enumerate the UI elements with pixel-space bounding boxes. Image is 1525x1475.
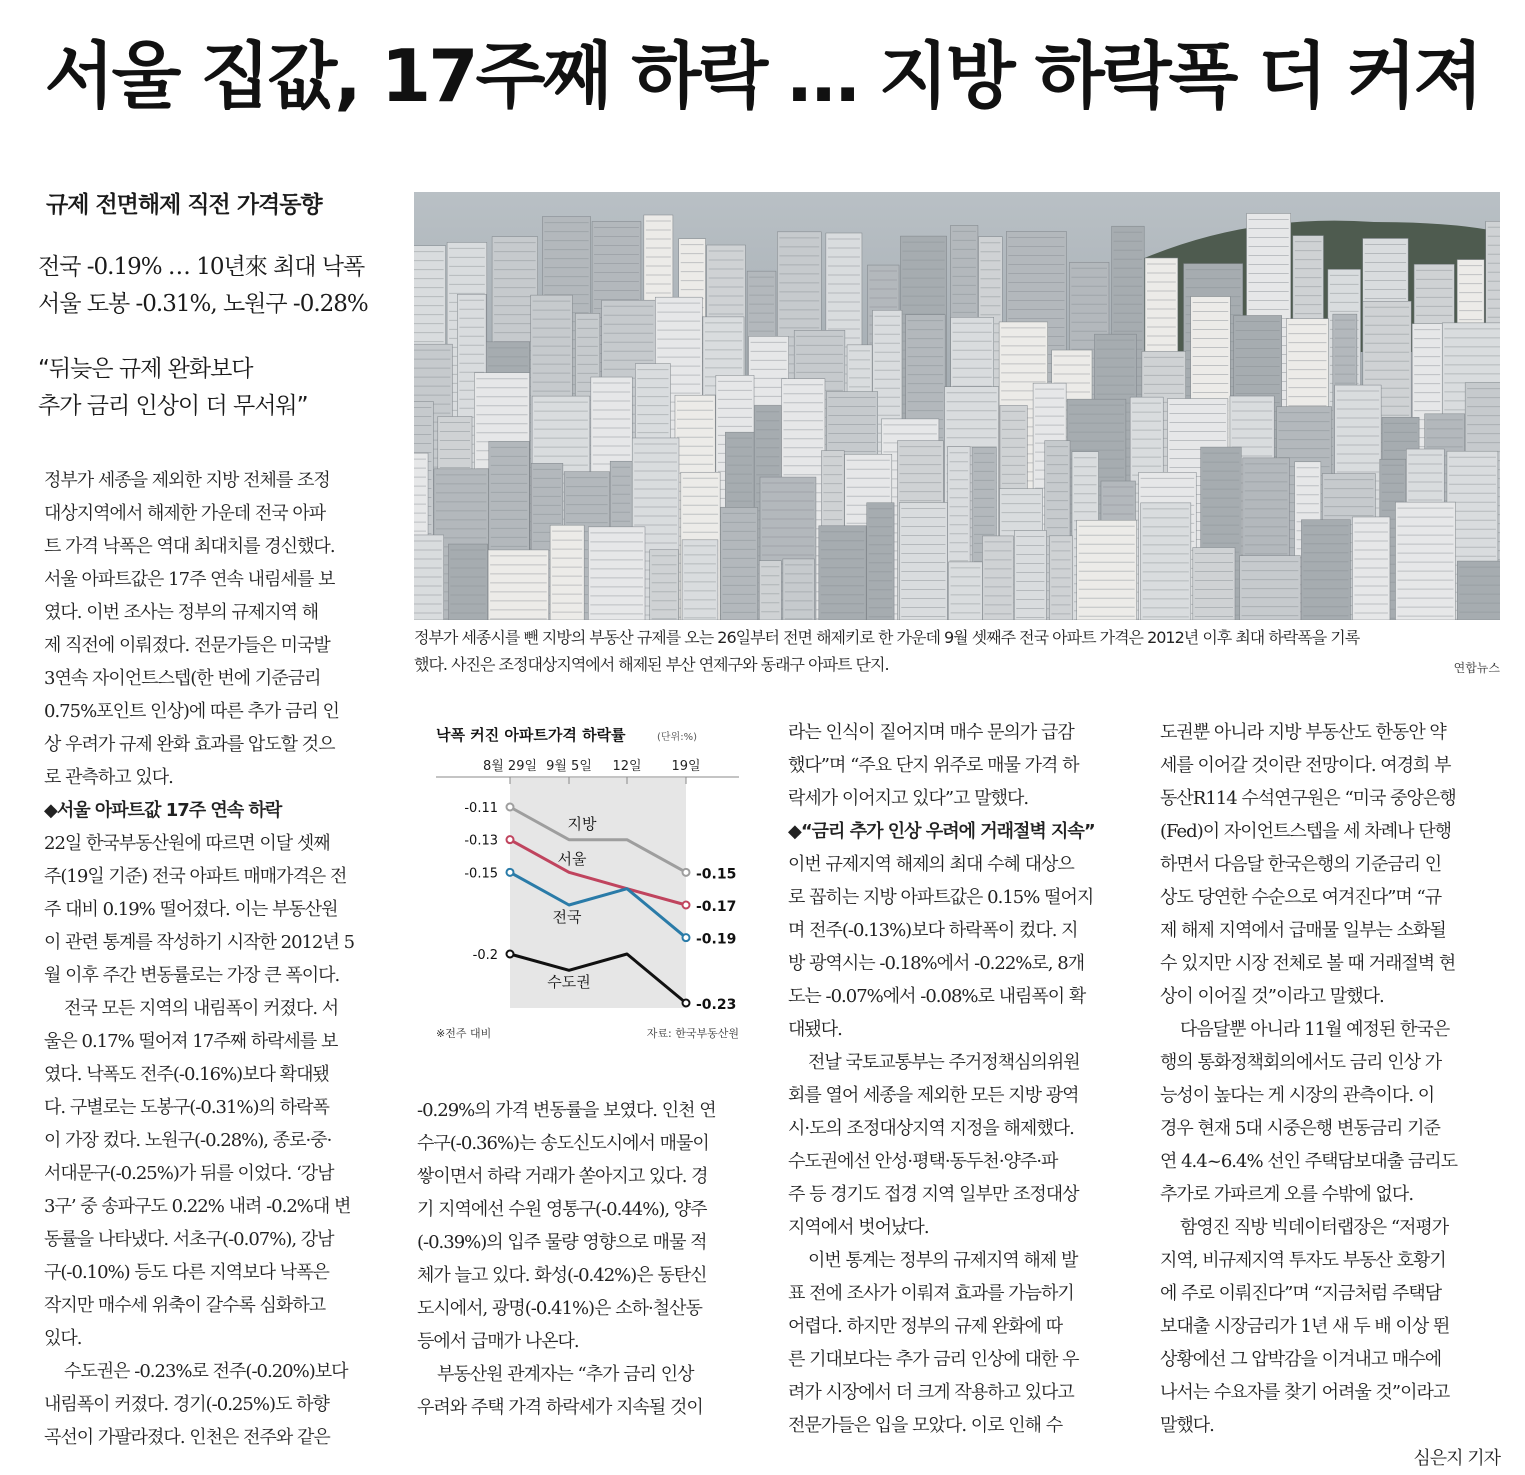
article-line: 동률을 나타냈다. 서초구(-0.07%), 강남 <box>44 1229 334 1250</box>
chart-note: ※전주 대비 <box>436 1027 492 1040</box>
article-line: 방 광역시는 -0.18%에서 -0.22%로, 8개 <box>788 953 1085 974</box>
byline: 심은지 기자 <box>1413 1448 1500 1469</box>
building-shape <box>682 540 718 620</box>
building-shape <box>899 502 947 620</box>
building-shape <box>759 561 781 620</box>
quote-line: “뒤늦은 규제 완화보다 <box>38 356 253 382</box>
building-shape <box>1014 530 1046 620</box>
article-line: 말했다. <box>1160 1415 1214 1436</box>
article-line: 연 4.4~6.4% 선인 주택담보대출 금리도 <box>1160 1151 1457 1172</box>
photo-caption <box>414 624 1500 678</box>
article-line: 3구’ 중 송파구도 0.22% 내려 -0.2%대 변 <box>44 1196 351 1217</box>
article-line: 대상지역에서 해제한 가운데 전국 아파 <box>44 503 326 524</box>
article-line: 주 대비 0.19% 떨어졌다. 이는 부동산원 <box>44 899 338 920</box>
article-line: 이번 통계는 정부의 규제지역 해제 발 <box>808 1250 1078 1271</box>
article-line: 며 전주(-0.13%)보다 하락폭이 컸다. 지 <box>788 920 1078 941</box>
article-line: 행의 통화정책회의에서도 금리 인상 가 <box>1160 1052 1442 1073</box>
article-line: 곡선이 가팔라졌다. 인천은 전주와 같은 <box>44 1427 330 1448</box>
article-line: 쌓이면서 하락 거래가 쏟아지고 있다. 경 <box>417 1166 708 1187</box>
start-value-label: -0.15 <box>464 866 498 882</box>
article-line: 다. 구별로는 도봉구(-0.31%)의 하락폭 <box>44 1097 329 1118</box>
start-value-label: -0.13 <box>464 833 498 849</box>
section-subhead: ◆서울 아파트값 17주 연속 하락 <box>44 800 282 821</box>
article-line: 이번 규제지역 해제의 최대 수혜 대상으 <box>788 854 1074 875</box>
start-value-label: -0.11 <box>464 801 498 816</box>
article-line: 0.75%포인트 인상)에 따른 추가 금리 인 <box>44 701 339 722</box>
article-line: 이 관련 통계를 작성하기 시작한 2012년 5 <box>44 932 355 953</box>
building-shape <box>783 559 815 620</box>
article-line: 수구(-0.36%)는 송도신도시에서 매물이 <box>417 1133 709 1154</box>
article-line: 서울 아파트값은 17주 연속 내림세를 보 <box>44 569 335 590</box>
news-photo <box>414 192 1500 620</box>
chart-unit: (단위:%) <box>657 732 697 743</box>
building-shape <box>949 562 983 620</box>
article-line: 부동산원 관계자는 “추가 금리 인상 <box>437 1364 694 1385</box>
subhead <box>38 249 388 323</box>
article-line: 기 지역에선 수원 영통구(-0.44%), 양주 <box>417 1199 707 1220</box>
article-line: 능성이 높다는 게 시장의 관측이다. 이 <box>1160 1085 1435 1106</box>
article-line: 22일 한국부동산원에 따르면 이달 셋째 <box>44 833 330 854</box>
article-line: 다음달뿐 아니라 11월 예정된 한국은 <box>1180 1019 1450 1040</box>
article-line: 지역에서 벗어났다. <box>788 1217 929 1238</box>
building-shape <box>1193 548 1235 620</box>
x-tick-label: 19일 <box>671 759 701 774</box>
article-line: 나서는 수요자를 찾기 어려울 것”이라고 <box>1160 1382 1450 1403</box>
series-name-label: 지방 <box>567 815 597 833</box>
article-line: 체가 늘고 있다. 화성(-0.42%)은 동탄신 <box>417 1265 707 1286</box>
subhead-line: 전국 -0.19% … 10년來 최대 낙폭 <box>38 254 365 280</box>
article-column-4 <box>1160 716 1500 1475</box>
building-shape <box>1457 561 1500 620</box>
series-name-label: 전국 <box>552 908 582 926</box>
article-line: 시·도의 조정대상지역 지정을 해제했다. <box>788 1118 1074 1139</box>
article-line: 수도권에선 안성·평택·동두천·양주·파 <box>788 1151 1058 1172</box>
left-intro <box>38 186 388 425</box>
article-line: 상 우려가 규제 완화 효과를 압도할 것으 <box>44 734 335 755</box>
x-tick-label: 9월 5일 <box>546 759 592 774</box>
article-line: 3연속 자이언트스텝(한 번에 기준금리 <box>44 668 321 689</box>
article-line: 도는 -0.07%에서 -0.08%로 내림폭이 확 <box>788 986 1086 1007</box>
article-line: 있다. <box>44 1328 82 1349</box>
section-subhead: ◆“금리 추가 인상 우려에 거래절벽 지속” <box>788 821 1095 842</box>
article-line: 제 해제 지역에서 급매물 일부는 소화될 <box>1160 920 1446 941</box>
building-shape <box>588 527 645 620</box>
article-line: 월 이후 주간 변동률로는 가장 큰 폭이다. <box>44 965 340 986</box>
article-line: 로 관측하고 있다. <box>44 767 173 788</box>
article-line: (Fed)이 자이언트스텝을 세 차례나 단행 <box>1160 821 1452 842</box>
article-line: 등에서 급매가 나온다. <box>417 1331 579 1352</box>
article-line: 동산R114 수석연구원은 “미국 중앙은행 <box>1160 788 1456 809</box>
data-point <box>683 934 690 941</box>
article-line: 려가 시장에서 더 크게 작용하고 있다고 <box>788 1382 1074 1403</box>
article-line: 른 기대보다는 추가 금리 인상에 대한 우 <box>788 1349 1079 1370</box>
quote-line: 추가 금리 인상이 더 무서워” <box>38 393 308 419</box>
article-line: 트 가격 낙폭은 역대 최대치를 경신했다. <box>44 536 335 557</box>
article-line: 주(19일 기준) 전국 아파트 매매가격은 전 <box>44 866 347 887</box>
article-line: 에 주로 이뤄진다”며 “지금처럼 주택담 <box>1160 1283 1442 1304</box>
article-line: 울은 0.17% 떨어져 17주째 하락세를 보 <box>44 1031 338 1052</box>
series-name-label: 서울 <box>557 850 587 868</box>
article-column-1 <box>44 464 384 1454</box>
article-line: 대됐다. <box>788 1019 842 1040</box>
article-line: 제 직전에 이뤄졌다. 전문가들은 미국발 <box>44 635 330 656</box>
article-line: 로 꼽히는 지방 아파트값은 0.15% 떨어지 <box>788 887 1094 908</box>
article-line: 였다. 낙폭도 전주(-0.16%)보다 확대됐 <box>44 1064 329 1085</box>
caption-line: 했다. 사진은 조정대상지역에서 해제된 부산 연제구와 동래구 아파트 단지. <box>414 655 889 674</box>
article-line: 했다”며 “주요 단지 위주로 매물 가격 하 <box>788 755 1079 776</box>
data-point <box>683 1000 690 1007</box>
article-column-3 <box>788 716 1128 1442</box>
start-value-label: -0.2 <box>472 948 498 963</box>
building-shape <box>448 544 487 620</box>
article-line: 회를 열어 세종을 제외한 모든 지방 광역 <box>788 1085 1079 1106</box>
chart-svg <box>414 712 764 1052</box>
series-name-label: 수도권 <box>547 973 591 991</box>
end-value-label: -0.15 <box>696 866 737 883</box>
article-line: 경우 현재 5대 시중은행 변동금리 기준 <box>1160 1118 1440 1139</box>
chart-source: 자료: 한국부동산원 <box>646 1027 739 1040</box>
article-column-2 <box>417 1094 757 1424</box>
article-line: 세를 이어갈 것이란 전망이다. 여경희 부 <box>1160 755 1451 776</box>
chart-title: 낙폭 커진 아파트가격 하락률 <box>436 726 626 744</box>
pull-quote <box>38 351 388 425</box>
article-line: 수 있지만 시장 전체로 볼 때 거래절벽 현 <box>1160 953 1456 974</box>
building-shape <box>414 535 444 620</box>
article-line: 정부가 세종을 제외한 지방 전체를 조정 <box>44 470 330 491</box>
end-value-label: -0.17 <box>696 899 737 915</box>
article-line: (-0.39%)의 입주 물량 영향으로 매물 적 <box>417 1232 707 1253</box>
subhead-line: 서울 도봉 -0.31%, 노원구 -0.28% <box>38 291 368 317</box>
article-line: 서대문구(-0.25%)가 뒤를 이었다. ‘강남 <box>44 1163 334 1184</box>
article-line: -0.29%의 가격 변동률을 보였다. 인천 연 <box>417 1100 716 1121</box>
building-shape <box>819 526 866 620</box>
article-line: 전문가들은 입을 모았다. 이로 인해 수 <box>788 1415 1063 1436</box>
article-line: 표 전에 조사가 이뤄져 효과를 가늠하기 <box>788 1283 1074 1304</box>
chart-shaded-area <box>510 778 686 1008</box>
data-point <box>683 869 690 876</box>
photo-credit: 연합뉴스 <box>1453 661 1500 675</box>
article-line: 구(-0.10%) 등도 다른 지역보다 낙폭은 <box>44 1262 329 1283</box>
data-point <box>507 869 514 876</box>
building-shape <box>867 503 894 620</box>
end-value-label: -0.23 <box>696 997 737 1013</box>
data-point <box>507 836 514 843</box>
article-line: 우려와 주택 가격 하락세가 지속될 것이 <box>417 1397 703 1418</box>
article-line: 수도권은 -0.23%로 전주(-0.20%)보다 <box>64 1361 348 1382</box>
data-point <box>683 902 690 909</box>
apartment-skyline-photo <box>414 192 1500 620</box>
article-line: 전날 국토교통부는 주거정책심의위원 <box>808 1052 1080 1073</box>
article-line: 상이 이어질 것”이라고 말했다. <box>1160 986 1384 1007</box>
building-shape <box>1240 556 1301 620</box>
article-line: 내림폭이 커졌다. 경기(-0.25%)도 하향 <box>44 1394 329 1415</box>
building-shape <box>550 525 584 620</box>
article-line: 하면서 다음달 한국은행의 기준금리 인 <box>1160 854 1442 875</box>
article-line: 어렵다. 하지만 정부의 규제 완화에 따 <box>788 1316 1063 1337</box>
building-shape <box>1395 502 1455 620</box>
price-drop-chart <box>414 712 764 1052</box>
end-value-label: -0.19 <box>696 931 737 948</box>
article-line: 함영진 직방 빅데이터랩장은 “저평가 <box>1180 1217 1449 1238</box>
article-line: 작지만 매수세 위축이 갈수록 심화하고 <box>44 1295 326 1316</box>
kicker: 규제 전면해제 직전 가격동향 <box>46 192 322 218</box>
article-line: 락세가 이어지고 있다”고 말했다. <box>788 788 1029 809</box>
article-line: 도시에서, 광명(-0.41%)은 소하·철산동 <box>417 1298 702 1319</box>
article-line: 전국 모든 지역의 내림폭이 커졌다. 서 <box>64 998 339 1019</box>
building-shape <box>1141 503 1191 620</box>
headline: 서울 집값, 17주째 하락 … 지방 하락폭 더 커져 <box>44 35 1481 119</box>
article-line: 보대출 시장금리가 1년 새 두 배 이상 뛴 <box>1160 1316 1450 1337</box>
article-line: 라는 인식이 짙어지며 매수 문의가 급감 <box>788 722 1074 743</box>
data-point <box>507 804 514 811</box>
x-tick-label: 8월 29일 <box>482 759 538 774</box>
article-line: 이 가장 컸다. 노원구(-0.28%), 종로·중· <box>44 1130 332 1151</box>
caption-line: 정부가 세종시를 뺀 지방의 부동산 규제를 오는 26일부터 전면 해제키로 한 가운데 9월 셋째주 전국 아파트 가격은 2012년 이후 최대 하락폭을 기록 <box>414 628 1360 647</box>
article-line: 도권뿐 아니라 지방 부동산도 한동안 약 <box>1160 722 1446 743</box>
article-line: 주 등 경기도 접경 지역 일부만 조정대상 <box>788 1184 1079 1205</box>
data-point <box>507 951 514 958</box>
article-line: 였다. 이번 조사는 정부의 규제지역 해 <box>44 602 319 623</box>
article-line: 지역, 비규제지역 투자도 부동산 호황기 <box>1160 1250 1446 1271</box>
article-line: 상황에선 그 압박감을 이겨내고 매수에 <box>1160 1349 1442 1370</box>
x-tick-label: 12일 <box>612 759 642 774</box>
article-line: 상도 당연한 수순으로 여겨진다”며 “규 <box>1160 887 1442 908</box>
article-line: 추가로 가파르게 오를 수밖에 없다. <box>1160 1184 1414 1205</box>
